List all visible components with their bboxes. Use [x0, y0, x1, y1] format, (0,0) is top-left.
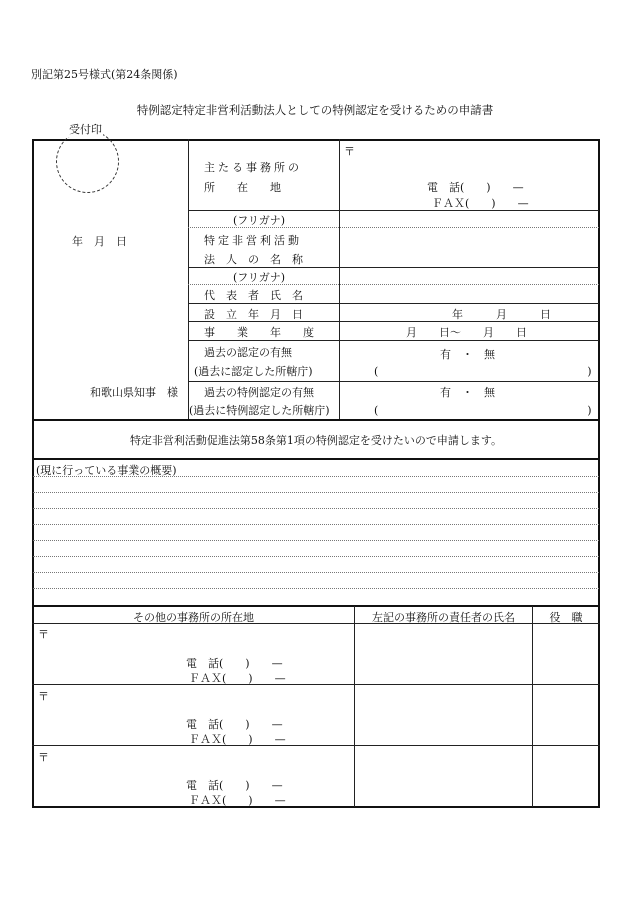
row3-postal: 〒 [38, 751, 49, 764]
established-value[interactable]: 年 月 日 [452, 308, 551, 321]
past-special-authority[interactable]: ( ) [374, 404, 592, 417]
fax-field[interactable]: ＦＡＸ( ) — [432, 197, 529, 210]
row1-postal: 〒 [38, 628, 49, 641]
reception-stamp-label: 受付印 [69, 123, 102, 136]
col-role: 役 職 [549, 611, 583, 624]
past-certification-authority[interactable]: ( ) [374, 365, 592, 378]
past-special-label: 過去の特例認定の有無 [204, 386, 314, 399]
application-date: 年 月 日 [72, 235, 127, 248]
past-certification-label: 過去の認定の有無 [204, 346, 292, 359]
col-office-manager: 左記の事務所の責任者の氏名 [372, 611, 515, 624]
furigana-label-2: (フリガナ) [233, 271, 286, 284]
past-special-choice[interactable]: 有 ・ 無 [440, 386, 495, 399]
row2-tel[interactable]: 電 話( ) — [186, 718, 283, 731]
row2-fax[interactable]: ＦＡＸ( ) — [189, 733, 286, 746]
activities-label: (現に行っている事業の概要) [36, 464, 177, 477]
past-certification-choice[interactable]: 有 ・ 無 [440, 348, 495, 361]
fiscal-year-value[interactable]: 月 日～ 月 日 [406, 326, 527, 339]
office-address-label: 主たる事務所の [204, 161, 302, 174]
form-number: 別記第25号様式(第24条関係) [31, 68, 178, 81]
office-address-label-2: 所 在 地 [204, 181, 281, 194]
application-statement: 特定非営利活動促進法第58条第1項の特例認定を受けたいので申請します。 [129, 434, 503, 447]
corp-name-label: 特定非営利活動 [204, 234, 302, 247]
corp-name-label-2: 法 人 の 名 称 [204, 253, 303, 266]
representative-label: 代 表 者 氏 名 [204, 289, 303, 302]
row1-tel[interactable]: 電 話( ) — [186, 657, 283, 670]
col-other-office-location: その他の事務所の所在地 [133, 611, 254, 624]
row1-fax[interactable]: ＦＡＸ( ) — [189, 672, 286, 685]
fiscal-year-label: 事 業 年 度 [204, 326, 314, 339]
row2-postal: 〒 [38, 690, 49, 703]
tel-field[interactable]: 電 話( ) — [427, 181, 524, 194]
past-certification-sublabel: (過去に認定した所轄庁) [194, 365, 313, 378]
postal-mark: 〒 [344, 145, 355, 158]
established-label: 設 立 年 月 日 [204, 308, 303, 321]
reception-stamp-circle [56, 130, 119, 193]
addressee: 和歌山県知事 様 [90, 386, 178, 399]
row3-fax[interactable]: ＦＡＸ( ) — [189, 794, 286, 807]
page-title: 特例認定特定非営利活動法人としての特例認定を受けるための申請書 [136, 103, 494, 117]
row3-tel[interactable]: 電 話( ) — [186, 779, 283, 792]
past-special-sublabel: (過去に特例認定した所轄庁) [189, 404, 330, 417]
furigana-label: (フリガナ) [233, 214, 286, 227]
